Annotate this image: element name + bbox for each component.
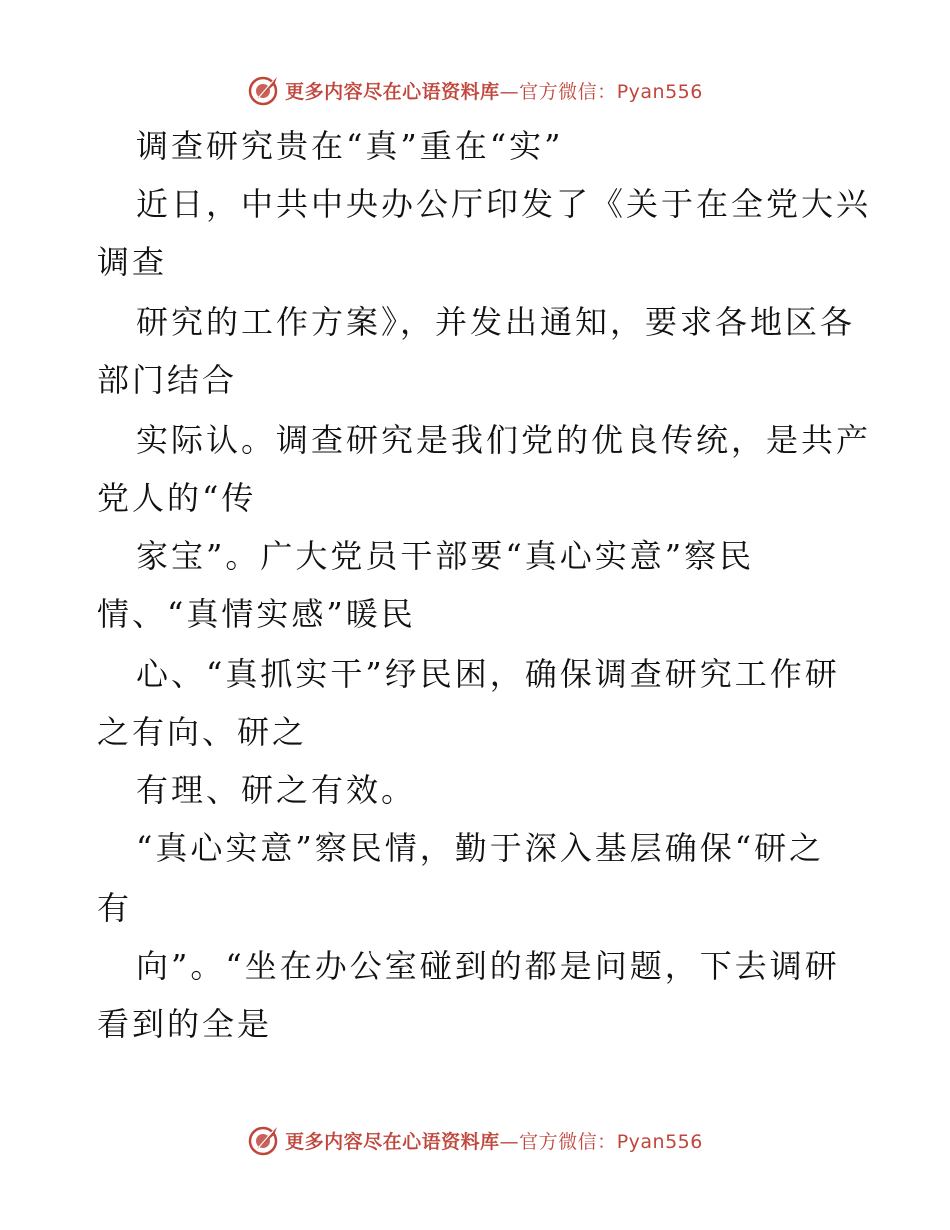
paragraph-line: 有理、研之有效。 <box>136 771 417 809</box>
watermark-brand: 更多内容尽在心语资料库 <box>285 1130 500 1153</box>
watermark-wechat-id: Pyan556 <box>616 80 703 103</box>
watermark-wechat-label: 官方微信： <box>519 80 617 103</box>
watermark-footer <box>0 1120 950 1160</box>
watermark-text <box>285 1127 703 1154</box>
paragraph-line: 家宝”。广大党员干部要“真心实意”察民 <box>136 537 755 575</box>
paragraph-line: 向”。“坐在办公室碰到的都是问题，下去调研 <box>136 947 840 985</box>
paragraph-line: 有 <box>97 889 133 927</box>
quill-pen-logo-icon <box>247 73 281 107</box>
paragraph-line: 情、“真情实感”暖民 <box>97 595 416 633</box>
paragraph-line: 部门结合 <box>97 361 238 399</box>
paragraph-line: 看到的全是 <box>97 1005 273 1043</box>
paragraph-line: 党人的“传 <box>97 479 257 517</box>
watermark-separator: — <box>499 1130 520 1153</box>
paragraph-line: 心、“真抓实干”纾民困，确保调查研究工作研 <box>136 655 840 693</box>
paragraph-line: 调查 <box>97 243 168 281</box>
document-title: 调查研究贵在“真”重在“实” <box>136 127 564 165</box>
quill-pen-logo-icon <box>247 1123 281 1157</box>
watermark-separator: — <box>499 80 520 103</box>
watermark-header <box>0 70 950 110</box>
paragraph-line: “真心实意”察民情，勤于深入基层确保“研之 <box>136 829 825 867</box>
paragraph-line: 实际认。调查研究是我们党的优良传统，是共产 <box>136 421 872 459</box>
paragraph-line: 之有向、研之 <box>97 713 308 751</box>
watermark-wechat-id: Pyan556 <box>616 1130 703 1153</box>
paragraph-line: 近日，中共中央办公厅印发了《关于在全党大兴 <box>136 185 872 223</box>
paragraph-line: 研究的工作方案》，并发出通知，要求各地区各 <box>136 303 856 341</box>
watermark-text <box>285 77 703 104</box>
watermark-brand: 更多内容尽在心语资料库 <box>285 80 500 103</box>
watermark-wechat-label: 官方微信： <box>519 1130 617 1153</box>
